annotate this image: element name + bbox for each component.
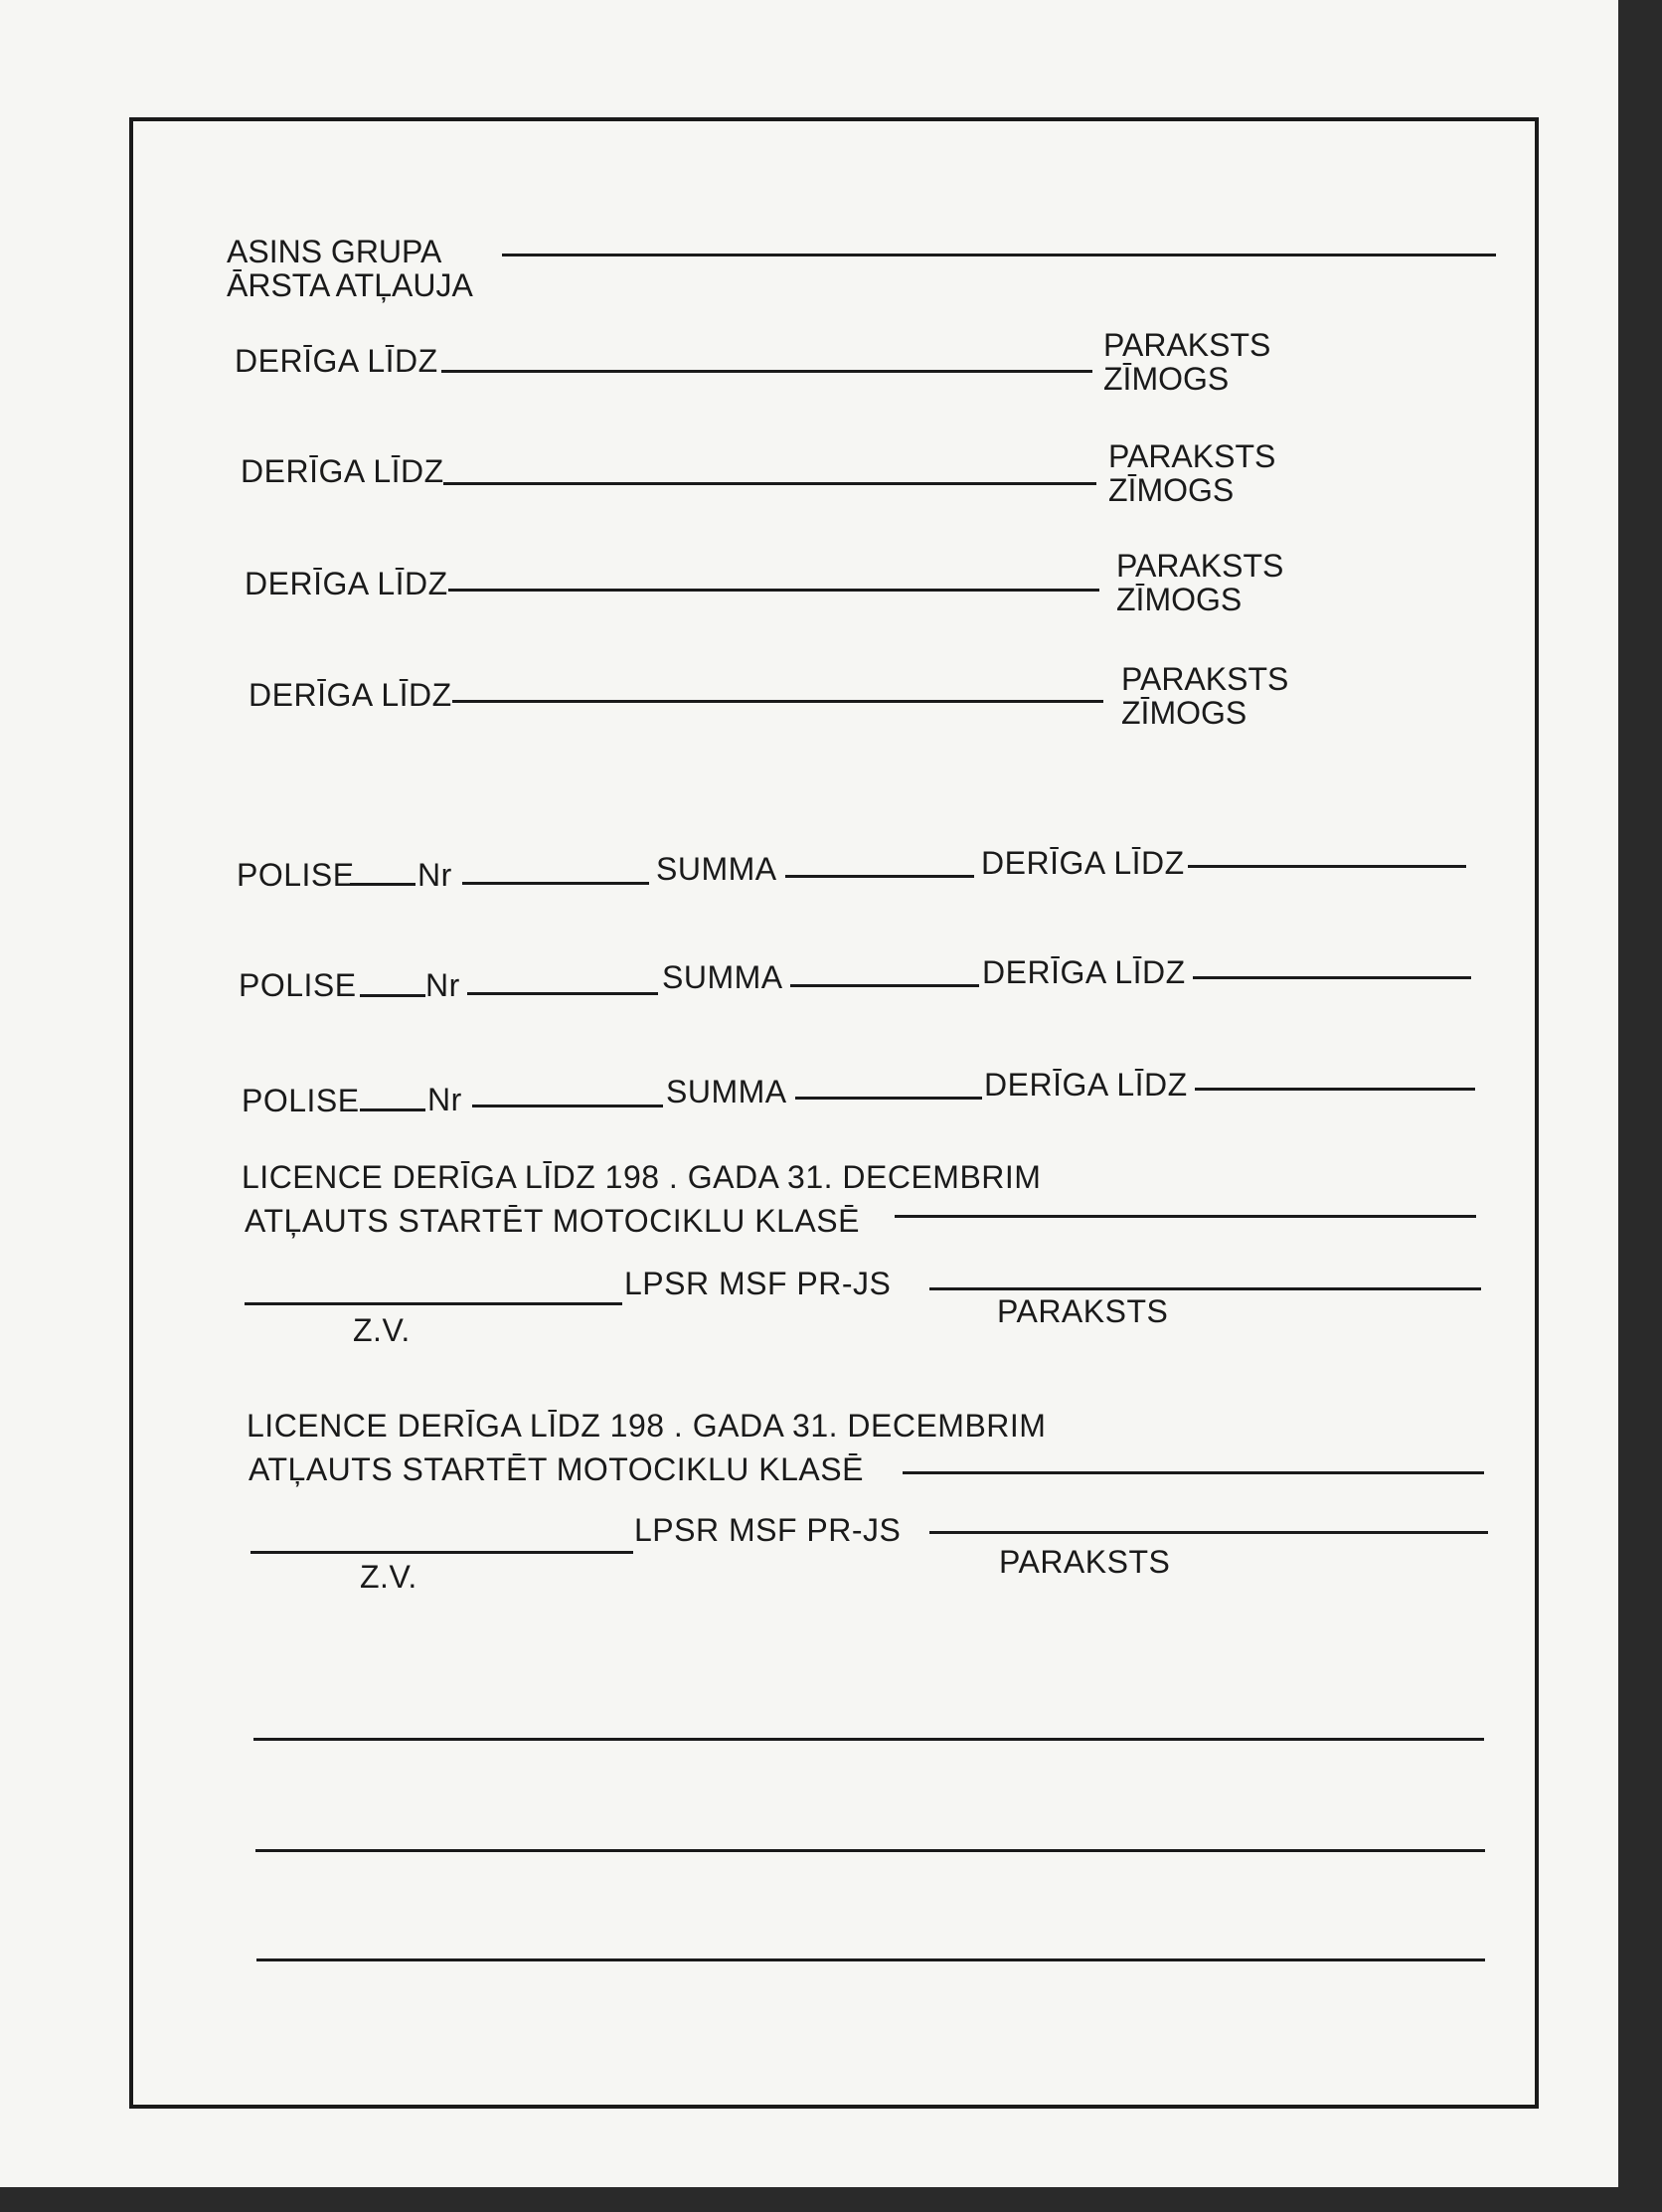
blood-group-label: ASINS GRUPA [227, 234, 442, 269]
medical-header [227, 235, 473, 302]
policy-series-line[interactable] [360, 1108, 425, 1111]
blank-line[interactable] [256, 1958, 1485, 1961]
stamp-label: ZĪMOGS [1108, 472, 1235, 508]
nr-label: Nr [417, 857, 452, 893]
policy-number-line[interactable] [467, 992, 658, 995]
valid-until-label: DERĪGA LĪDZ [249, 677, 452, 713]
stamp-label: ZĪMOGS [1103, 361, 1230, 397]
policy-series-line[interactable] [360, 994, 425, 997]
policy-valid-line[interactable] [1193, 976, 1471, 979]
licence-class-line[interactable] [903, 1471, 1484, 1474]
valid-until-label: DERĪGA LĪDZ [245, 566, 448, 601]
valid-until-label: DERĪGA LĪDZ [241, 453, 444, 489]
policy-valid-label: DERĪGA LĪDZ [984, 1067, 1188, 1103]
sum-label: SUMMA [666, 1074, 787, 1109]
policy-valid-line[interactable] [1195, 1088, 1475, 1091]
nr-label: Nr [425, 967, 460, 1003]
policy-label: POLISE [242, 1083, 360, 1118]
policy-series-line[interactable] [350, 883, 416, 886]
authority-label: LPSR MSF PR-JS [624, 1266, 892, 1301]
authority-label: LPSR MSF PR-JS [634, 1512, 902, 1548]
sum-line[interactable] [790, 984, 979, 987]
sign-label: PARAKSTS [1121, 661, 1289, 697]
licence-class-text: ATĻAUTS STARTĒT MOTOCIKLU KLASĒ [249, 1451, 864, 1487]
policy-valid-label: DERĪGA LĪDZ [982, 954, 1186, 990]
valid-until-label: DERĪGA LĪDZ [235, 343, 438, 379]
sign-label: PARAKSTS [1108, 438, 1276, 474]
policy-label: POLISE [239, 967, 357, 1003]
sign-label: PARAKSTS [1103, 327, 1271, 363]
stamp-label: ZĪMOGS [1116, 582, 1243, 617]
sign-label: PARAKSTS [1116, 548, 1284, 584]
seal-label: Z.V. [360, 1559, 417, 1595]
sum-line[interactable] [785, 875, 974, 878]
blank-line[interactable] [253, 1738, 1484, 1741]
valid-until-line[interactable] [443, 482, 1096, 485]
licence-seal-line[interactable] [245, 1302, 622, 1305]
seal-label: Z.V. [353, 1312, 411, 1348]
licence-valid-text: LICENCE DERĪGA LĪDZ 198 . GADA 31. DECEMBRIM [242, 1159, 1042, 1195]
blank-line[interactable] [255, 1849, 1485, 1852]
sum-label: SUMMA [656, 851, 777, 887]
licence-class-text: ATĻAUTS STARTĒT MOTOCIKLU KLASĒ [245, 1203, 860, 1239]
nr-label: Nr [427, 1082, 462, 1117]
blood-group-line[interactable] [502, 254, 1496, 256]
stamp-label: ZĪMOGS [1121, 695, 1247, 731]
sign-label: PARAKSTS [999, 1544, 1171, 1580]
policy-number-line[interactable] [472, 1105, 663, 1107]
sign-stamp-block [1116, 549, 1283, 616]
licence-valid-text: LICENCE DERĪGA LĪDZ 198 . GADA 31. DECEMBRIM [247, 1408, 1047, 1444]
licence-seal-line[interactable] [250, 1551, 633, 1554]
sign-label: PARAKSTS [997, 1293, 1169, 1329]
policy-number-line[interactable] [462, 882, 649, 885]
doctor-permit-label: ĀRSTA ATĻAUJA [227, 267, 473, 303]
licence-sign-line[interactable] [929, 1531, 1488, 1534]
valid-until-line[interactable] [441, 370, 1092, 373]
policy-valid-label: DERĪGA LĪDZ [981, 845, 1185, 881]
policy-label: POLISE [237, 857, 355, 893]
sum-label: SUMMA [662, 959, 783, 995]
sum-line[interactable] [795, 1097, 982, 1100]
valid-until-line[interactable] [448, 589, 1099, 592]
policy-valid-line[interactable] [1188, 865, 1466, 868]
sign-stamp-block [1103, 328, 1270, 396]
sign-stamp-block [1121, 662, 1288, 730]
valid-until-line[interactable] [452, 700, 1103, 703]
licence-sign-line[interactable] [929, 1287, 1481, 1290]
licence-class-line[interactable] [895, 1215, 1476, 1218]
sign-stamp-block [1108, 439, 1275, 507]
